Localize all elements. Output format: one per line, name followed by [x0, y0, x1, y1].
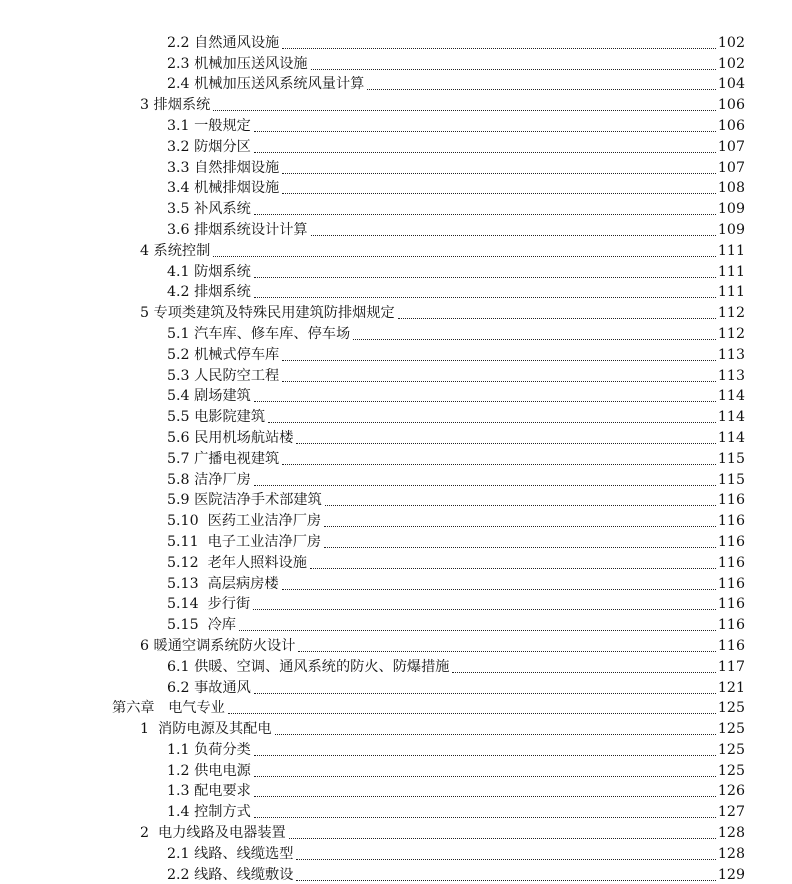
toc-entry[interactable] — [0, 52, 792, 73]
toc-entry-line — [140, 239, 745, 260]
toc-entry-line — [167, 322, 745, 343]
toc-entry-number: 5.7 — [167, 450, 195, 467]
toc-entry-page: 116 — [717, 637, 745, 654]
toc-entry-page: 116 — [717, 513, 745, 530]
toc-entry-title: 防烟系统 — [194, 263, 251, 280]
toc-entry-number: 6 — [140, 637, 154, 654]
toc-entry-number: 5.14 — [167, 596, 208, 613]
toc-entry-page: 116 — [717, 533, 745, 550]
toc-entry-line — [167, 177, 745, 198]
toc-dot-leader — [289, 838, 716, 839]
toc-entry-line — [140, 93, 745, 114]
toc-dot-leader — [282, 381, 716, 382]
toc-entry-number: 2.2 — [167, 866, 195, 883]
toc-entry[interactable] — [0, 821, 792, 842]
toc-entry-number: 5.1 — [167, 325, 195, 342]
toc-entry-line — [140, 821, 745, 842]
toc-entry-number: 第六章 — [112, 700, 169, 717]
toc-entry[interactable] — [0, 405, 792, 426]
toc-entry[interactable] — [0, 655, 792, 676]
toc-entry[interactable] — [0, 800, 792, 821]
toc-dot-leader — [311, 69, 716, 70]
toc-entry-title: 高层病房楼 — [207, 575, 279, 592]
toc-entry-number: 3.1 — [167, 117, 195, 134]
toc-entry-title: 事故通风 — [194, 679, 251, 696]
toc-entry-title: 自然通风设施 — [194, 34, 280, 51]
toc-entry-page: 128 — [717, 845, 745, 862]
toc-entry[interactable] — [0, 93, 792, 114]
toc-entry[interactable] — [0, 697, 792, 718]
toc-entry-number: 4 — [140, 242, 154, 259]
toc-entry-line — [167, 530, 745, 551]
toc-entry-title: 民用机场航站楼 — [194, 429, 294, 446]
toc-entry-page: 114 — [717, 429, 745, 446]
toc-entry-title: 步行街 — [207, 596, 251, 613]
toc-entry-title: 消防电源及其配电 — [158, 721, 272, 738]
toc-dot-leader — [254, 297, 716, 298]
toc-entry[interactable] — [0, 717, 792, 738]
toc-entry-line — [167, 281, 745, 302]
toc-entry[interactable] — [0, 509, 792, 530]
toc-entry-page: 114 — [717, 388, 745, 405]
toc-dot-leader — [254, 796, 716, 797]
toc-dot-leader — [296, 859, 716, 860]
toc-entry[interactable] — [0, 343, 792, 364]
toc-entry-line — [167, 676, 745, 697]
toc-entry-number: 6.1 — [167, 658, 195, 675]
toc-dot-leader — [282, 48, 716, 49]
toc-entry[interactable] — [0, 156, 792, 177]
toc-entry-page: 125 — [717, 721, 745, 738]
toc-entry-title: 暖通空调系统防火设计 — [153, 637, 296, 654]
toc-dot-leader — [296, 443, 716, 444]
toc-dot-leader — [282, 589, 716, 590]
toc-entry-title: 一般规定 — [194, 117, 251, 134]
toc-entry-number: 2.1 — [167, 845, 195, 862]
toc-entry[interactable] — [0, 676, 792, 697]
toc-dot-leader — [325, 505, 716, 506]
toc-entry-title: 电影院建筑 — [194, 409, 266, 426]
toc-entry[interactable] — [0, 447, 792, 468]
toc-entry[interactable] — [0, 301, 792, 322]
toc-entry-page: 125 — [717, 700, 745, 717]
toc-entry-page: 111 — [717, 242, 745, 259]
toc-dot-leader — [239, 630, 716, 631]
toc-entry-line — [167, 364, 745, 385]
toc-entry-title: 医院洁净手术部建筑 — [194, 492, 322, 509]
toc-entry[interactable] — [0, 218, 792, 239]
toc-dot-leader — [452, 672, 715, 673]
toc-dot-leader — [298, 651, 715, 652]
toc-entry[interactable] — [0, 197, 792, 218]
toc-entry-title: 电气专业 — [168, 700, 225, 717]
toc-entry-number: 2.3 — [167, 55, 195, 72]
toc-entry-title: 医药工业洁净厂房 — [207, 513, 322, 530]
toc-entry-title: 排烟系统 — [153, 97, 211, 114]
toc-entry-page: 114 — [717, 409, 745, 426]
toc-entry-page: 121 — [717, 679, 745, 696]
toc-entry-line — [167, 738, 745, 759]
toc-entry-number: 3.5 — [167, 201, 195, 218]
toc-entry-number: 2.4 — [167, 76, 195, 93]
toc-entry-number: 5.8 — [167, 471, 195, 488]
toc-entry-number: 5 — [140, 305, 154, 322]
toc-entry-line — [167, 218, 745, 239]
toc-entry-title: 供电电源 — [194, 762, 251, 779]
toc-dot-leader — [254, 817, 716, 818]
toc-entry-line — [167, 655, 745, 676]
toc-entry-line — [167, 156, 745, 177]
toc-entry-title: 控制方式 — [194, 804, 251, 821]
toc-entry[interactable] — [0, 177, 792, 198]
toc-entry[interactable] — [0, 780, 792, 801]
toc-dot-leader — [324, 526, 716, 527]
toc-entry-line — [167, 863, 745, 884]
toc-entry-line — [140, 301, 745, 322]
toc-entry-number: 5.2 — [167, 346, 195, 363]
toc-entry-line — [167, 572, 745, 593]
toc-entry-page: 113 — [717, 367, 745, 384]
toc-entry-page: 115 — [717, 450, 745, 467]
toc-dot-leader — [282, 360, 716, 361]
toc-entry-page: 116 — [717, 492, 745, 509]
toc-entry-line — [167, 343, 745, 364]
toc-entry-title: 汽车库、修车库、停车场 — [194, 325, 351, 342]
toc-entry-line — [167, 197, 745, 218]
toc-entry[interactable] — [0, 489, 792, 510]
toc-entry-page: 108 — [717, 180, 745, 197]
toc-entry[interactable] — [0, 322, 792, 343]
toc-entry-title: 老年人照料设施 — [207, 554, 307, 571]
toc-entry-page: 125 — [717, 741, 745, 758]
toc-entry-line — [112, 697, 745, 718]
toc-entry-number: 1 — [140, 721, 159, 738]
toc-dot-leader — [254, 401, 716, 402]
toc-entry-title: 人民防空工程 — [194, 367, 280, 384]
toc-entry-page: 104 — [717, 76, 745, 93]
toc-entry-number: 5.11 — [167, 533, 208, 550]
toc-entry-page: 111 — [717, 284, 745, 301]
toc-entry-page: 117 — [717, 658, 745, 675]
toc-entry-page: 116 — [717, 596, 745, 613]
toc-dot-leader — [254, 277, 716, 278]
toc-dot-leader — [253, 609, 716, 610]
toc-entry-page: 109 — [717, 221, 745, 238]
toc-entry-number: 5.12 — [167, 554, 208, 571]
toc-entry-line — [140, 634, 745, 655]
toc-dot-leader — [254, 214, 716, 215]
toc-entry-title: 剧场建筑 — [194, 388, 251, 405]
toc-entry-line — [167, 385, 745, 406]
toc-entry-page: 113 — [717, 346, 745, 363]
toc-entry-page: 107 — [717, 138, 745, 155]
toc-entry-title: 排烟系统 — [194, 284, 251, 301]
toc-entry-number: 5.3 — [167, 367, 195, 384]
toc-entry-title: 专项类建筑及特殊民用建筑防排烟规定 — [153, 305, 395, 322]
toc-entry-number: 1.1 — [167, 741, 195, 758]
toc-entry-page: 129 — [717, 866, 745, 883]
toc-dot-leader — [282, 464, 716, 465]
toc-dot-leader — [268, 422, 716, 423]
toc-entry-number: 5.5 — [167, 409, 195, 426]
toc-entry[interactable] — [0, 593, 792, 614]
toc-entry-title: 配电要求 — [194, 783, 251, 800]
toc-entry[interactable] — [0, 364, 792, 385]
toc-dot-leader — [311, 235, 716, 236]
toc-entry-page: 116 — [717, 575, 745, 592]
toc-entry[interactable] — [0, 260, 792, 281]
toc-dot-leader — [324, 547, 716, 548]
toc-entry-title: 电力线路及电器装置 — [158, 825, 286, 842]
toc-entry[interactable] — [0, 135, 792, 156]
toc-entry[interactable] — [0, 634, 792, 655]
toc-entry-line — [167, 613, 745, 634]
toc-entry-title: 机械式停车库 — [194, 346, 280, 363]
toc-dot-leader — [310, 568, 716, 569]
toc-entry[interactable] — [0, 551, 792, 572]
toc-entry-page: 107 — [717, 159, 745, 176]
toc-entry-line — [167, 447, 745, 468]
toc-entry-page: 109 — [717, 201, 745, 218]
toc-entry-page: 106 — [717, 97, 745, 114]
toc-entry-page: 125 — [717, 762, 745, 779]
toc-entry-title: 排烟系统设计计算 — [194, 221, 308, 238]
toc-entry-title: 机械排烟设施 — [194, 180, 280, 197]
toc-entry-page: 128 — [717, 825, 745, 842]
toc-entry-number: 1.4 — [167, 804, 195, 821]
toc-dot-leader — [254, 152, 716, 153]
toc-entry-page: 102 — [717, 55, 745, 72]
toc-entry-page: 106 — [717, 117, 745, 134]
toc-entry-number: 2 — [140, 825, 159, 842]
toc-entry-line — [140, 717, 745, 738]
toc-dot-leader — [254, 131, 716, 132]
toc-entry-page: 112 — [717, 325, 745, 342]
toc-entry-number: 4.1 — [167, 263, 195, 280]
toc-dot-leader — [282, 193, 716, 194]
toc-entry[interactable] — [0, 281, 792, 302]
toc-entry-title: 供暖、空调、通风系统的防火、防爆措施 — [194, 658, 450, 675]
toc-dot-leader — [398, 318, 716, 319]
toc-entry[interactable] — [0, 426, 792, 447]
toc-entry-line — [167, 426, 745, 447]
toc-entry[interactable] — [0, 239, 792, 260]
toc-entry-title: 线路、线缆选型 — [194, 845, 294, 862]
toc-entry-number: 5.15 — [167, 617, 208, 634]
toc-entry[interactable] — [0, 738, 792, 759]
toc-entry-title: 线路、线缆敷设 — [194, 866, 294, 883]
toc-entry-title: 洁净厂房 — [194, 471, 251, 488]
toc-dot-leader — [254, 693, 716, 694]
toc-entry-number: 3.6 — [167, 221, 195, 238]
toc-entry-page: 111 — [717, 263, 745, 280]
toc-entry-number: 6.2 — [167, 679, 195, 696]
toc-entry-number: 3.4 — [167, 180, 195, 197]
toc-entry-title: 补风系统 — [194, 201, 251, 218]
toc-entry-number: 5.13 — [167, 575, 208, 592]
toc-dot-leader — [254, 755, 716, 756]
toc-entry-line — [167, 489, 745, 510]
toc-entry-number: 3.3 — [167, 159, 195, 176]
toc-dot-leader — [275, 734, 716, 735]
toc-entry[interactable] — [0, 31, 792, 52]
toc-entry-line — [167, 800, 745, 821]
toc-entry-page: 126 — [717, 783, 745, 800]
toc-entry-line — [167, 114, 745, 135]
toc-entry-page: 102 — [717, 34, 745, 51]
toc-entry-number: 4.2 — [167, 284, 195, 301]
toc-entry-line — [167, 73, 745, 94]
toc-entry-title: 负荷分类 — [194, 741, 251, 758]
toc-entry-line — [167, 759, 745, 780]
toc-entry[interactable] — [0, 385, 792, 406]
toc-entry-page: 112 — [717, 305, 745, 322]
toc-entry[interactable] — [0, 530, 792, 551]
toc-dot-leader — [353, 339, 716, 340]
toc-entry-page: 115 — [717, 471, 745, 488]
toc-entry-title: 防烟分区 — [194, 138, 251, 155]
toc-entry[interactable] — [0, 114, 792, 135]
toc-dot-leader — [282, 173, 716, 174]
toc-entry-line — [167, 260, 745, 281]
toc-entry-title: 广播电视建筑 — [194, 450, 280, 467]
toc-entry-line — [167, 780, 745, 801]
toc-entry-number: 3.2 — [167, 138, 195, 155]
toc-entry[interactable] — [0, 842, 792, 863]
toc-entry-title: 冷库 — [207, 617, 236, 634]
toc-dot-leader — [254, 776, 716, 777]
toc-dot-leader — [213, 256, 716, 257]
toc-dot-leader — [367, 89, 716, 90]
toc-entry-page: 127 — [717, 804, 745, 821]
toc-entry-number: 5.4 — [167, 388, 195, 405]
toc-entry[interactable] — [0, 863, 792, 884]
toc-entry-number: 1.2 — [167, 762, 195, 779]
toc-entry-number: 5.6 — [167, 429, 195, 446]
toc-entry-page: 116 — [717, 554, 745, 571]
toc-entry-line — [167, 593, 745, 614]
toc-entry-line — [167, 509, 745, 530]
toc-entry-line — [167, 52, 745, 73]
toc-dot-leader — [213, 110, 716, 111]
toc-entry-title: 电子工业洁净厂房 — [207, 533, 322, 550]
toc-entry-number: 5.9 — [167, 492, 195, 509]
toc-entry-line — [167, 135, 745, 156]
toc-entry-title: 机械加压送风系统风量计算 — [194, 76, 365, 93]
toc-entry-line — [167, 842, 745, 863]
toc-entry-line — [167, 31, 745, 52]
toc-entry-number: 5.10 — [167, 513, 208, 530]
toc-entry-number: 2.2 — [167, 34, 195, 51]
toc-entry[interactable] — [0, 613, 792, 634]
toc-dot-leader — [254, 485, 716, 486]
toc-entry[interactable] — [0, 73, 792, 94]
toc-entry-line — [167, 551, 745, 572]
toc-entry[interactable] — [0, 468, 792, 489]
table-of-contents — [0, 31, 792, 884]
toc-entry-title: 自然排烟设施 — [194, 159, 280, 176]
toc-entry-number: 3 — [140, 97, 154, 114]
toc-entry-line — [167, 468, 745, 489]
toc-entry-title: 机械加压送风设施 — [194, 55, 308, 72]
toc-dot-leader — [228, 713, 716, 714]
toc-dot-leader — [296, 880, 716, 881]
toc-entry[interactable] — [0, 759, 792, 780]
toc-entry-number: 1.3 — [167, 783, 195, 800]
toc-entry-title: 系统控制 — [153, 242, 211, 259]
toc-entry-line — [167, 405, 745, 426]
toc-entry[interactable] — [0, 572, 792, 593]
toc-entry-page: 116 — [717, 617, 745, 634]
